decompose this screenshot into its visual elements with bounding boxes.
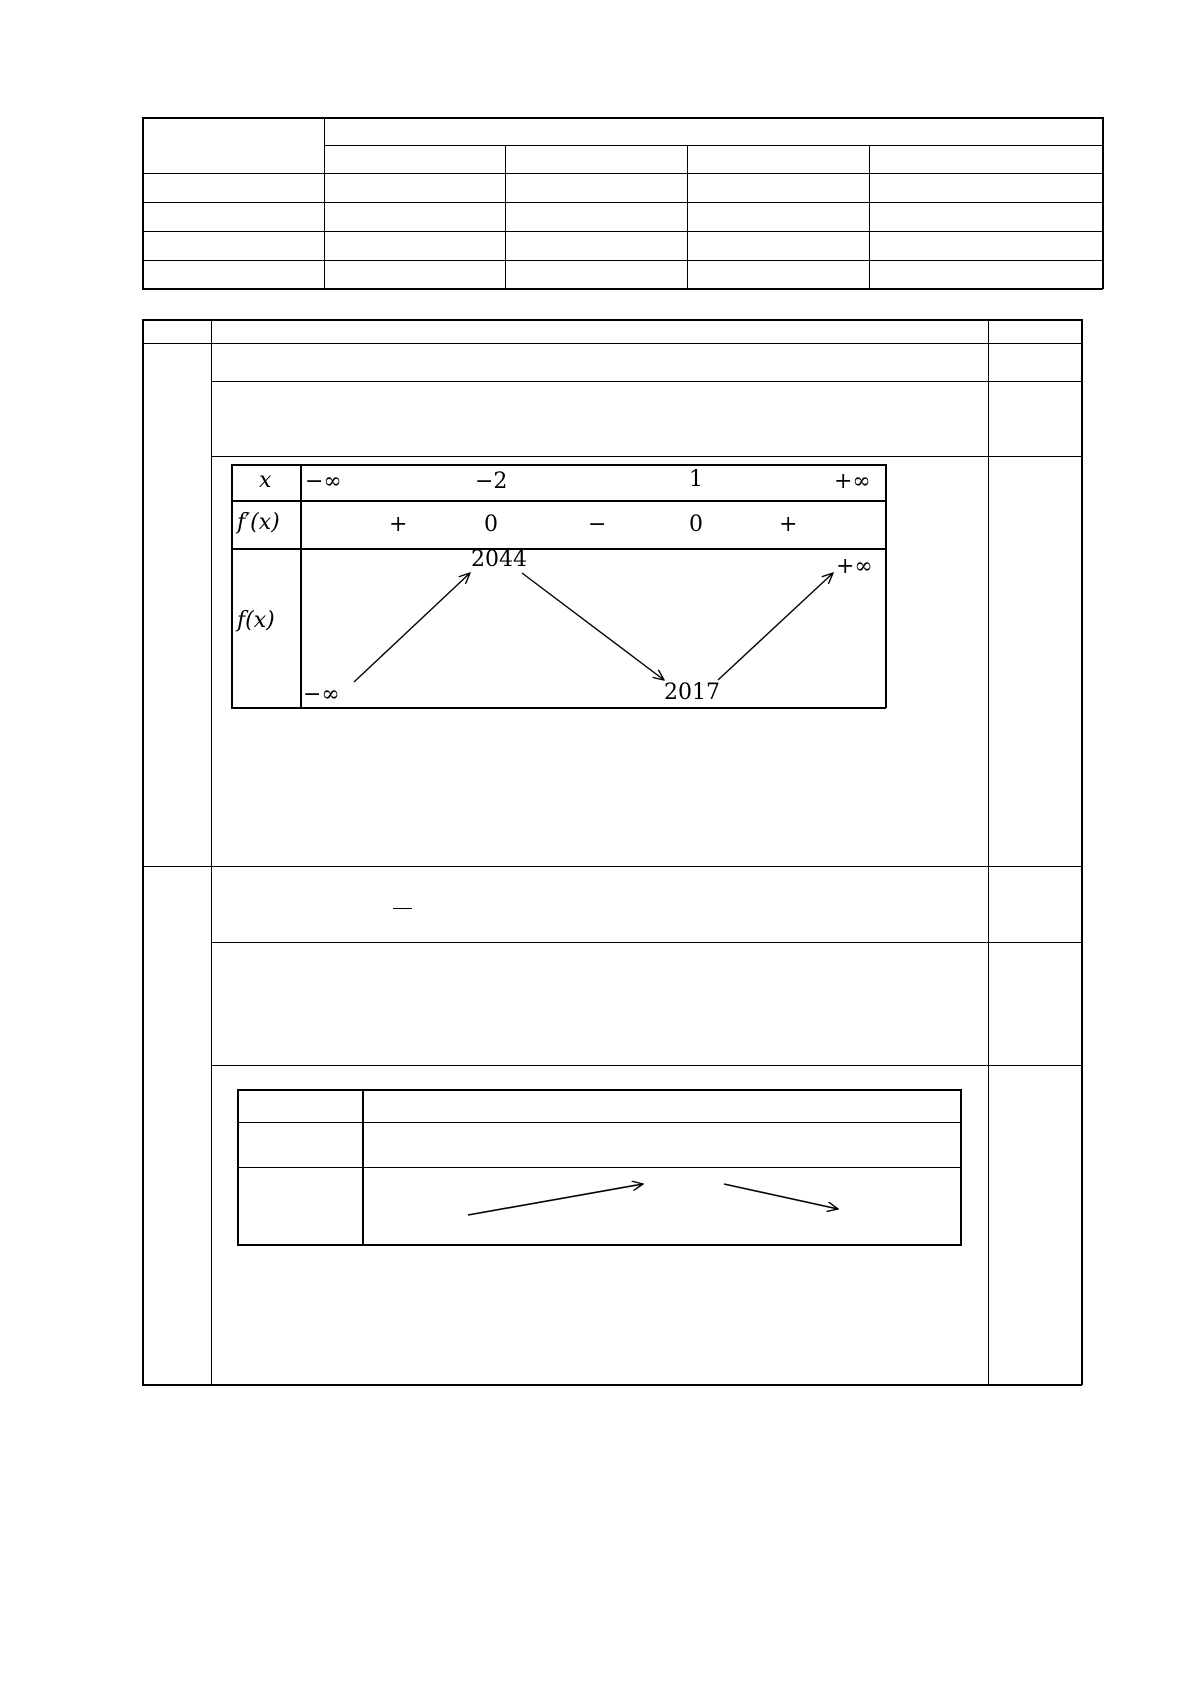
vt1-derivative-label: f′(x) bbox=[237, 510, 280, 535]
vt1-function-label: f(x) bbox=[237, 608, 275, 633]
vt2-border-top bbox=[237, 1089, 961, 1091]
vt1-sign: − bbox=[588, 512, 607, 537]
vt1-x-value: −∞ bbox=[305, 469, 342, 494]
vt2-increase-arrow bbox=[468, 1184, 643, 1215]
vt1-x-value: −2 bbox=[475, 469, 508, 494]
vt1-sign: 0 bbox=[689, 512, 703, 537]
vt1-x-label: x bbox=[259, 468, 272, 493]
vt1-increase-arrow bbox=[718, 573, 833, 680]
vt1-increase-arrow bbox=[354, 573, 470, 682]
vt1-fx-end: +∞ bbox=[836, 554, 873, 579]
vt2-row-line bbox=[237, 1122, 961, 1123]
vt1-x-value: +∞ bbox=[834, 469, 871, 494]
vt1-sign: + bbox=[389, 512, 408, 537]
vt2-border-bottom bbox=[237, 1244, 961, 1246]
vt1-x-value: 1 bbox=[689, 467, 703, 492]
vt1-decrease-arrow bbox=[522, 573, 664, 680]
vt1-sign: 0 bbox=[484, 512, 498, 537]
vt2-row-line bbox=[237, 1167, 961, 1168]
vt1-sign: + bbox=[779, 512, 798, 537]
vt1-fx-local-max: 2044 bbox=[471, 547, 527, 572]
vt1-fx-start: −∞ bbox=[303, 682, 340, 707]
vt1-fx-local-min: 2017 bbox=[664, 680, 720, 705]
vt2-decrease-arrow bbox=[724, 1184, 838, 1209]
